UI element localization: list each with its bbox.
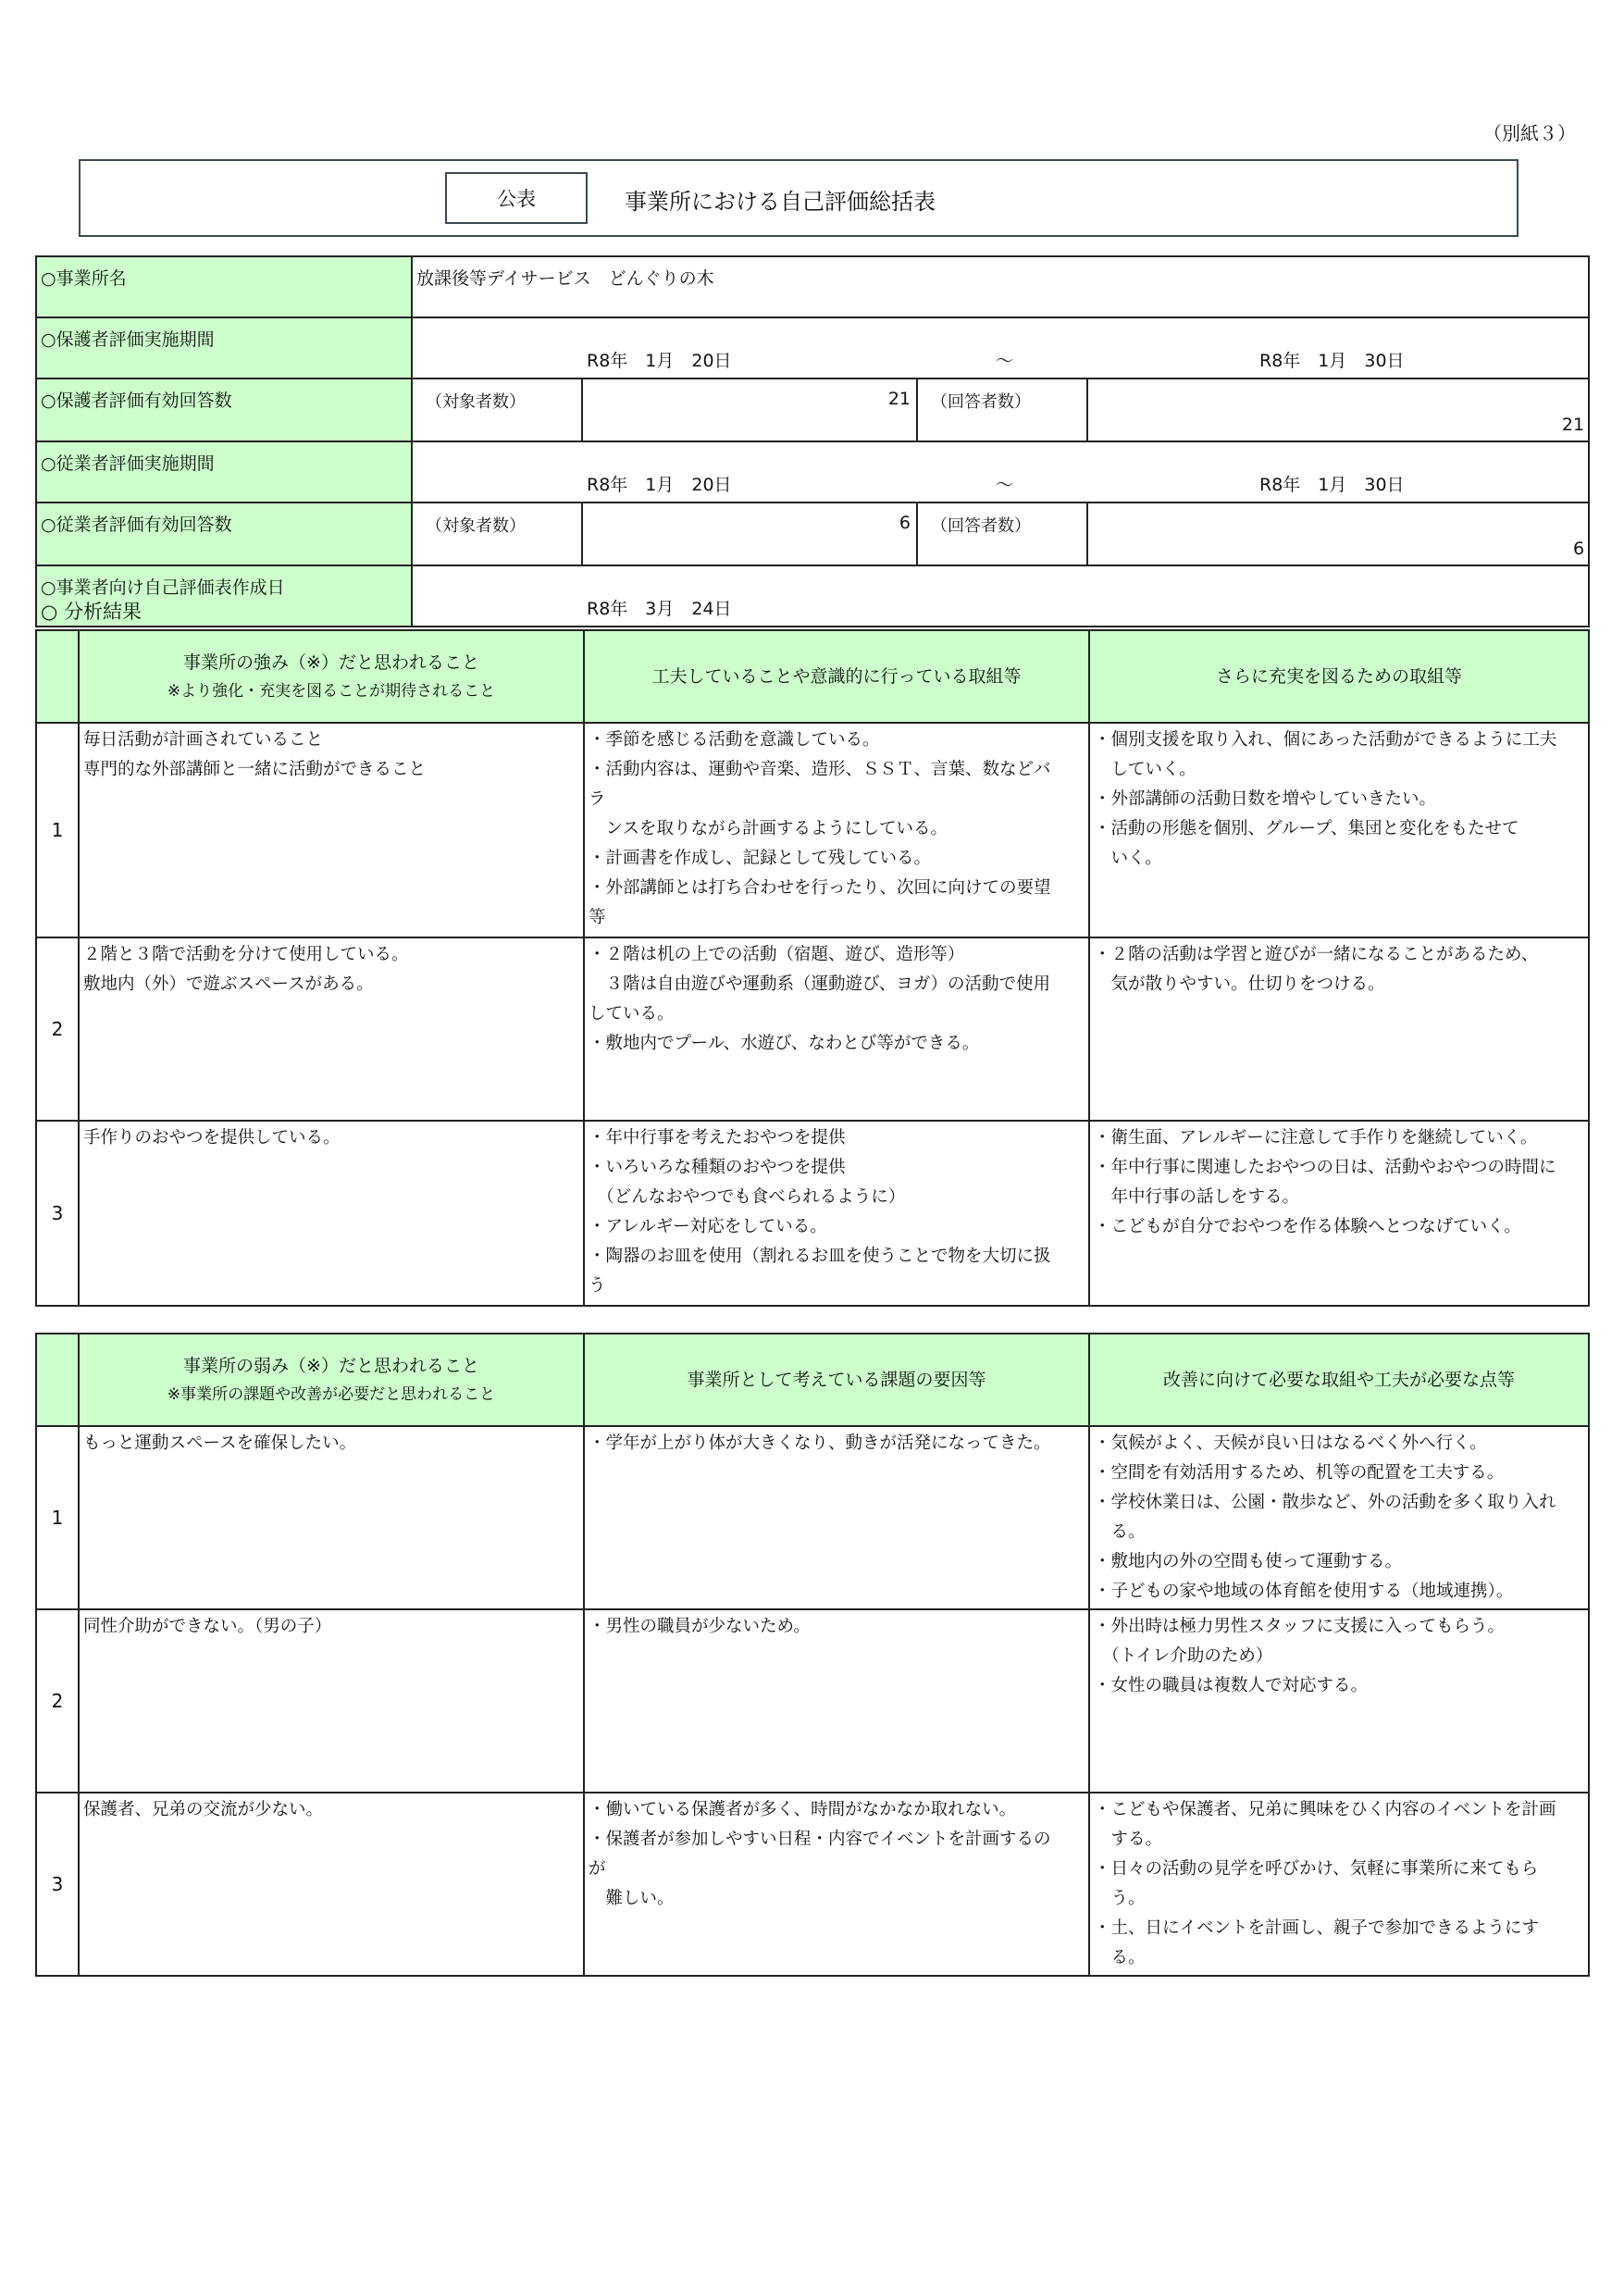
cell-line: ３階は自由遊びや運動系（運動遊び、ヨガ）の活動で使用 (589, 974, 1050, 994)
cell-line: ・活動の形態を個別、グループ、集団と変化をもたせて (1094, 819, 1519, 838)
weaknesses-col2-header: 事業所として考えている課題の要因等 (584, 1334, 1089, 1426)
cell-line: ・子どもの家や地域の体育館を使用する（地域連携）。 (1094, 1582, 1514, 1601)
cell-line: ・こどもや保護者、兄弟に興味をひく内容のイベントを計画 (1094, 1800, 1556, 1819)
cell-line: ・外部講師の活動日数を増やしていきたい。 (1094, 789, 1437, 809)
index-header (36, 1334, 79, 1426)
strengths-col1-cell (79, 937, 584, 1121)
cell-line: ・計画書を作成し、記録として残している。 (589, 849, 932, 868)
cell-line: ・男性の職員が少ないため。 (589, 1617, 811, 1636)
weaknesses-row (36, 1609, 1589, 1793)
strengths-col2-header: 工夫していることや意識的に行っている取組等 (584, 630, 1089, 723)
weaknesses-col3-header: 改善に向けて必要な取組や工夫が必要な点等 (1089, 1334, 1589, 1426)
cell-line: ・いろいろな種類のおやつを提供 (589, 1158, 846, 1177)
staff-respondent-count: 6 (1087, 503, 1589, 565)
weaknesses-col3-cell (1089, 1793, 1589, 1976)
staff-period-separator: ～ (996, 475, 1014, 495)
cell-line: ・２階は机の上での活動（宿題、遊び、造形等） (589, 945, 965, 964)
cell-line: ２階と３階で活動を分けて使用している。 (83, 945, 409, 964)
weaknesses-col2-cell (584, 1609, 1089, 1793)
cell-line: ・年中行事を考えたおやつを提供 (589, 1128, 846, 1148)
guardian-target-count: 21 (582, 379, 917, 441)
cell-line: ・こどもが自分でおやつを作る体験へとつなげていく。 (1094, 1217, 1521, 1236)
weaknesses-col2-cell (584, 1426, 1089, 1609)
strengths-row (36, 723, 1589, 937)
cell-line: ・２階の活動は学習と遊びが一緒になることがあるため、 (1094, 945, 1539, 964)
title-box (79, 159, 1519, 237)
guardian-responses-label: ○保護者評価有効回答数 (36, 379, 412, 441)
cell-line: ラ (589, 789, 606, 809)
weaknesses-table (35, 1333, 1590, 1977)
weaknesses-col1-cell (79, 1609, 584, 1793)
cell-line: ・アレルギー対応をしている。 (589, 1217, 827, 1236)
cell-line: ・保護者が参加しやすい日程・内容でイベントを計画するの (589, 1830, 1051, 1849)
cell-line: ・敷地内の外の空間も使って運動する。 (1094, 1552, 1403, 1571)
staff-target-label: （対象者数） (412, 503, 582, 565)
weaknesses-col1-header (79, 1334, 584, 1426)
strengths-table (35, 629, 1590, 1307)
cell-line: ・空間を有効活用するため、机等の配置を工夫する。 (1094, 1463, 1505, 1483)
guardian-period-value (412, 317, 1589, 379)
cell-line: している。 (589, 1004, 675, 1024)
weaknesses-col2-cell (584, 1793, 1089, 1976)
cell-line: ・敷地内でプール、水遊び、なわとび等ができる。 (589, 1034, 980, 1053)
staff-period-label: ○従業者評価実施期間 (36, 441, 412, 503)
cell-line: ・学校休業日は、公園・散歩など、外の活動を多く取り入れ (1094, 1493, 1556, 1512)
strengths-col2-cell (584, 1121, 1089, 1306)
created-date-row (36, 565, 1589, 627)
cell-line: ・年中行事に関連したおやつの日は、活動やおやつの時間に (1094, 1158, 1556, 1177)
cell-line: ・働いている保護者が多く、時間がなかなか取れない。 (589, 1800, 1017, 1819)
guardian-period-label: ○保護者評価実施期間 (36, 317, 412, 379)
staff-target-count: 6 (582, 503, 917, 565)
cell-line: ・学年が上がり体が大きくなり、動きが活発になってきた。 (589, 1433, 1051, 1453)
weaknesses-row (36, 1426, 1589, 1609)
cell-line: （どんなおやつでも食べられるように） (589, 1187, 906, 1207)
strengths-col1-header (79, 630, 584, 723)
office-name-row (36, 256, 1589, 317)
cell-line: （トイレ介助のため） (1094, 1646, 1273, 1666)
page-title: 事業所における自己評価総括表 (625, 189, 936, 215)
office-name-value: 放課後等デイサービス どんぐりの木 (412, 256, 1589, 317)
cell-line: ・季節を感じる活動を意識している。 (589, 730, 880, 750)
strengths-col1-cell (79, 1121, 584, 1306)
strengths-col2-cell (584, 723, 1089, 937)
weaknesses-body (36, 1426, 1589, 1976)
cell-line: 保護者、兄弟の交流が少ない。 (83, 1800, 324, 1819)
cell-line: る。 (1094, 1522, 1146, 1542)
created-date-label: ○事業者向け自己評価表作成日 (36, 565, 412, 627)
guardian-target-label: （対象者数） (412, 379, 582, 441)
cell-line: 専門的な外部講師と一緒に活動ができること (83, 760, 427, 779)
analysis-section-label: ○ 分析結果 (41, 601, 142, 623)
strengths-col3-header: さらに充実を図るための取組等 (1089, 630, 1589, 723)
cell-line: ・日々の活動の見学を呼びかけ、気軽に事業所に来てもら (1094, 1859, 1539, 1879)
cell-line: ・気候がよく、天候が良い日はなるべく外へ行く。 (1094, 1433, 1487, 1453)
strengths-row (36, 1121, 1589, 1306)
cell-line: ・陶器のお皿を使用（割れるお皿を使うことで物を大切に扱 (589, 1247, 1051, 1266)
row-index: 3 (36, 1793, 79, 1976)
weaknesses-col1-cell (79, 1426, 584, 1609)
cell-line: う (589, 1276, 606, 1296)
row-index: 1 (36, 1426, 79, 1609)
strengths-col3-cell (1089, 723, 1589, 937)
created-date-value (412, 565, 1589, 627)
weaknesses-row (36, 1793, 1589, 1976)
cell-line: る。 (1094, 1948, 1146, 1967)
cell-line: う。 (1094, 1889, 1146, 1908)
index-header (36, 630, 79, 723)
guardian-respondent-label: （回答者数） (917, 379, 1087, 441)
cell-line: ンスを取りながら計画するようにしている。 (589, 819, 948, 838)
staff-responses-label: ○従業者評価有効回答数 (36, 503, 412, 565)
cell-line: していく。 (1094, 760, 1196, 779)
strengths-header-row (36, 630, 1589, 723)
cell-line: が (589, 1859, 606, 1879)
weaknesses-col1-cell (79, 1793, 584, 1976)
cell-line: いく。 (1094, 849, 1162, 868)
guardian-period-end: R8年 1月 30日 (1259, 351, 1405, 371)
strengths-col1-title: 事業所の強み（※）だと思われること (183, 652, 479, 674)
annex-label: （別紙３） (1483, 122, 1576, 144)
guardian-period-row (36, 317, 1589, 379)
weaknesses-header-row (36, 1334, 1589, 1426)
cell-line: もっと運動スペースを確保したい。 (83, 1433, 357, 1453)
guardian-period-start: R8年 1月 20日 (587, 351, 732, 371)
cell-line: 手作りのおやつを提供している。 (83, 1128, 341, 1148)
weaknesses-col3-cell (1089, 1609, 1589, 1793)
strengths-col3-cell (1089, 1121, 1589, 1306)
strengths-col1-cell (79, 723, 584, 937)
weaknesses-col1-note: ※事業所の課題や改善が必要だと思われること (167, 1384, 496, 1404)
staff-responses-row (36, 503, 1589, 565)
cell-line: ・衛生面、アレルギーに注意して手作りを継続していく。 (1094, 1128, 1538, 1148)
guardian-responses-row (36, 379, 1589, 441)
strengths-col2-cell (584, 937, 1089, 1121)
cell-line: 年中行事の話しをする。 (1094, 1187, 1300, 1207)
created-date: R8年 3月 24日 (587, 599, 732, 619)
row-index: 3 (36, 1121, 79, 1306)
cell-line: 同性介助ができない。（男の子） (83, 1617, 332, 1636)
cell-line: 気が散りやすい。仕切りをつける。 (1094, 974, 1385, 994)
staff-period-value (412, 441, 1589, 503)
strengths-col3-cell (1089, 937, 1589, 1121)
row-index: 2 (36, 1609, 79, 1793)
info-table (35, 255, 1590, 627)
row-index: 2 (36, 937, 79, 1121)
cell-line: 敷地内（外）で遊ぶスペースがある。 (83, 974, 374, 994)
staff-period-row (36, 441, 1589, 503)
cell-line: ・個別支援を取り入れ、個にあった活動ができるように工夫 (1094, 730, 1557, 750)
guardian-period-separator: ～ (996, 351, 1014, 371)
weaknesses-col3-cell (1089, 1426, 1589, 1609)
cell-line: 等 (589, 908, 606, 927)
staff-period-start: R8年 1月 20日 (587, 475, 732, 495)
strengths-col1-note: ※より強化・充実を図ることが期待されること (167, 681, 496, 701)
staff-period-end: R8年 1月 30日 (1259, 475, 1405, 495)
cell-line: ・活動内容は、運動や音楽、造形、ＳＳＴ、言葉、数などバ (589, 760, 1051, 779)
strengths-row (36, 937, 1589, 1121)
cell-line: 毎日活動が計画されていること (83, 730, 324, 750)
row-index: 1 (36, 723, 79, 937)
cell-line: する。 (1094, 1830, 1163, 1849)
cell-line: ・土、日にイベントを計画し、親子で参加できるようにす (1094, 1918, 1540, 1938)
cell-line: ・外部講師とは打ち合わせを行ったり、次回に向けての要望 (589, 878, 1051, 898)
cell-line: ・女性の職員は複数人で対応する。 (1094, 1676, 1369, 1695)
public-badge: 公表 (445, 172, 588, 224)
guardian-respondent-count: 21 (1087, 379, 1589, 441)
cell-line: 難しい。 (589, 1889, 675, 1908)
cell-line: ・外出時は極力男性スタッフに支援に入ってもらう。 (1094, 1617, 1506, 1636)
office-name-label: ○事業所名 (36, 256, 412, 317)
strengths-body (36, 723, 1589, 1306)
staff-respondent-label: （回答者数） (917, 503, 1087, 565)
weaknesses-col1-title: 事業所の弱み（※）だと思われること (183, 1356, 479, 1377)
